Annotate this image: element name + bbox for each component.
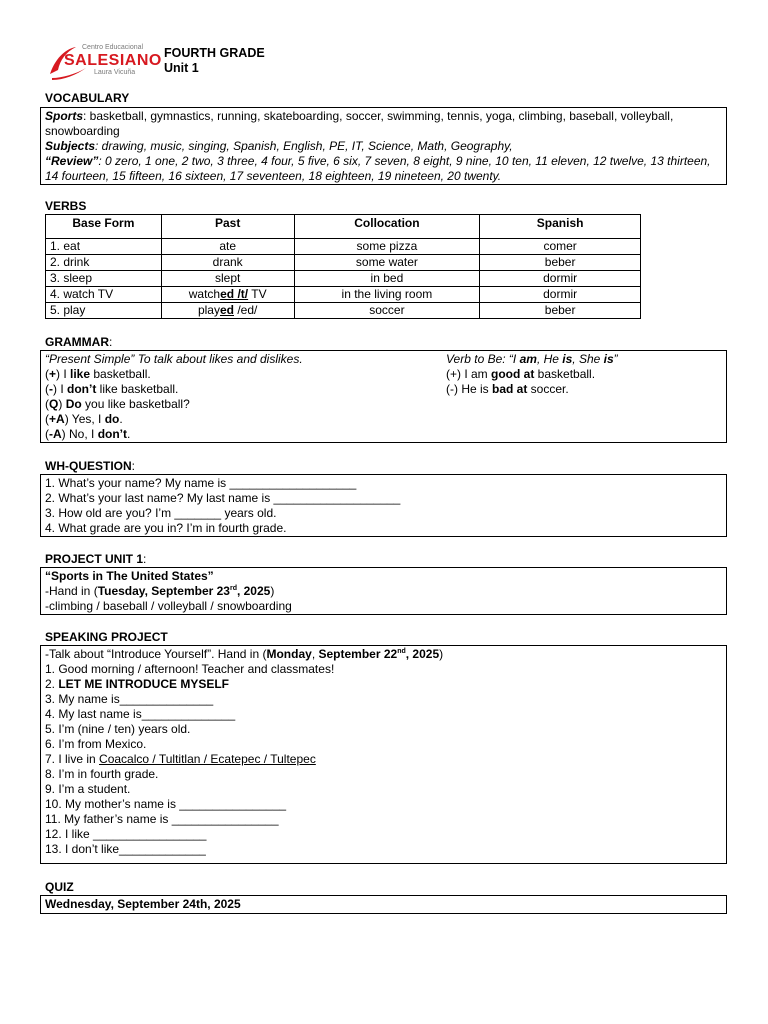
grammar-line: (+) I like basketball. <box>45 367 151 381</box>
verbs-heading: VERBS <box>45 199 87 213</box>
collocation-cell: some water <box>294 255 480 271</box>
speaking-line: 8. I’m in fourth grade. <box>45 767 159 781</box>
grammar-line: (Q) Do you like basketball? <box>45 397 190 411</box>
project-heading: PROJECT UNIT 1: <box>45 552 147 566</box>
spanish-cell: beber <box>480 303 641 319</box>
base-form-cell: 3. sleep <box>46 271 162 287</box>
verbs-table <box>45 214 641 319</box>
table-header-row <box>46 215 641 239</box>
speaking-line: 12. I like _________________ <box>45 827 207 841</box>
document-header <box>164 46 265 76</box>
project-box <box>40 567 727 615</box>
unit-title: Unit 1 <box>164 61 199 75</box>
verb-to-be-line: (-) He is bad at soccer. <box>446 382 569 396</box>
table-row <box>46 287 641 303</box>
column-header: Collocation <box>294 215 480 239</box>
logo-top-text: Centro Educacional <box>82 44 144 51</box>
logo-sub-text: Laura Vicuña <box>94 69 136 76</box>
speaking-line: 10. My mother’s name is ________________ <box>45 797 287 811</box>
spanish-cell: comer <box>480 239 641 255</box>
logo-main-text: SALESIANO <box>64 52 162 69</box>
review-list: : 0 zero, 1 one, 2 two, 3 three, 4 four, 5 five, 6 six, 7 seven, 8 eight, 9 nine, 10 ten, 11 eleven, 12 twelve, 13 thirteen, 14 fourteen, 15 fifteen, 16 sixteen, 17 seventeen, 18 eighteen, 19 nineteen, 20 twenty. <box>45 154 711 183</box>
grammar-intro: “Present Simple” To talk about likes and dislikes. <box>45 352 303 366</box>
grammar-heading: GRAMMAR: <box>45 335 113 349</box>
sports-label: Sports <box>45 109 84 123</box>
verb-to-be-column <box>446 352 618 397</box>
base-form-cell: 2. drink <box>46 255 162 271</box>
project-hand-in: -Hand in (Tuesday, September 23rd, 2025) <box>45 584 275 598</box>
project-sports-list: -climbing / baseball / volleyball / snowboarding <box>45 599 292 613</box>
spanish-cell: dormir <box>480 287 641 303</box>
sports-list: : basketball, gymnastics, running, skateboarding, soccer, swimming, tennis, yoga, climbing, baseball, volleyball, snowboarding <box>45 109 674 138</box>
speaking-heading: SPEAKING PROJECT <box>45 630 168 644</box>
speaking-line: 9. I’m a student. <box>45 782 131 796</box>
review-label: “Review” <box>45 154 99 168</box>
grammar-line: (-A) No, I don’t. <box>45 427 131 441</box>
past-cell: slept <box>161 271 294 287</box>
collocation-cell: in the living room <box>294 287 480 303</box>
collocation-cell: some pizza <box>294 239 480 255</box>
project-name: “Sports in The United States” <box>45 569 214 583</box>
speaking-line: 5. I’m (nine / ten) years old. <box>45 722 191 736</box>
base-form-cell: 4. watch TV <box>46 287 162 303</box>
grammar-line: (-) I don’t like basketball. <box>45 382 179 396</box>
table-row <box>46 239 641 255</box>
quiz-box <box>40 895 727 914</box>
past-cell: watched /t/ TV <box>161 287 294 303</box>
table-row <box>46 271 641 287</box>
subjects-label: Subjects <box>45 139 96 153</box>
base-form-cell: 1. eat <box>46 239 162 255</box>
speaking-line: 11. My father’s name is ________________ <box>45 812 279 826</box>
base-form-cell: 5. play <box>46 303 162 319</box>
speaking-line: 4. My last name is______________ <box>45 707 236 721</box>
past-cell: drank <box>161 255 294 271</box>
speaking-line: 3. My name is______________ <box>45 692 214 706</box>
verb-to-be-line: (+) I am good at basketball. <box>446 367 596 381</box>
vocabulary-box <box>40 107 727 185</box>
speaking-box <box>40 645 727 864</box>
past-cell: played /ed/ <box>161 303 294 319</box>
quiz-date: Wednesday, September 24th, 2025 <box>45 897 241 911</box>
collocation-cell: soccer <box>294 303 480 319</box>
school-logo <box>46 44 162 84</box>
speaking-line: 13. I don’t like_____________ <box>45 842 206 856</box>
wh-question-line: 1. What’s your name? My name is ___________________ <box>45 476 357 490</box>
column-header: Base Form <box>46 215 162 239</box>
wh-question-line: 2. What’s your last name? My last name is ___________________ <box>45 491 401 505</box>
speaking-line: 6. I’m from Mexico. <box>45 737 147 751</box>
speaking-line: 1. Good morning / afternoon! Teacher and classmates! <box>45 662 335 676</box>
column-header: Past <box>161 215 294 239</box>
spanish-cell: dormir <box>480 271 641 287</box>
wh-question-line: 3. How old are you? I’m _______ years old. <box>45 506 277 520</box>
speaking-intro: -Talk about “Introduce Yourself”. Hand in (Monday, September 22nd, 2025) <box>45 647 444 661</box>
grammar-box <box>40 350 727 443</box>
spanish-cell: beber <box>480 255 641 271</box>
past-cell: ate <box>161 239 294 255</box>
wh-question-heading: WH-QUESTION: <box>45 459 136 473</box>
column-header: Spanish <box>480 215 641 239</box>
vocabulary-heading: VOCABULARY <box>45 91 130 105</box>
collocation-cell: in bed <box>294 271 480 287</box>
grammar-line: (+A) Yes, I do. <box>45 412 123 426</box>
quiz-heading: QUIZ <box>45 880 74 894</box>
verb-to-be-title: Verb to Be: “I am, He is, She is” <box>446 352 618 366</box>
wh-question-line: 4. What grade are you in? I’m in fourth grade. <box>45 521 287 535</box>
speaking-line: 2. LET ME INTRODUCE MYSELF <box>45 677 230 691</box>
table-row <box>46 303 641 319</box>
table-row <box>46 255 641 271</box>
subjects-list: : drawing, music, singing, Spanish, English, PE, IT, Science, Math, Geography, <box>95 139 513 153</box>
speaking-line: 7. I live in Coacalco / Tultitlan / Ecatepec / Tultepec <box>45 752 316 766</box>
wh-question-box <box>40 474 727 537</box>
grade-title: FOURTH GRADE <box>164 46 265 60</box>
